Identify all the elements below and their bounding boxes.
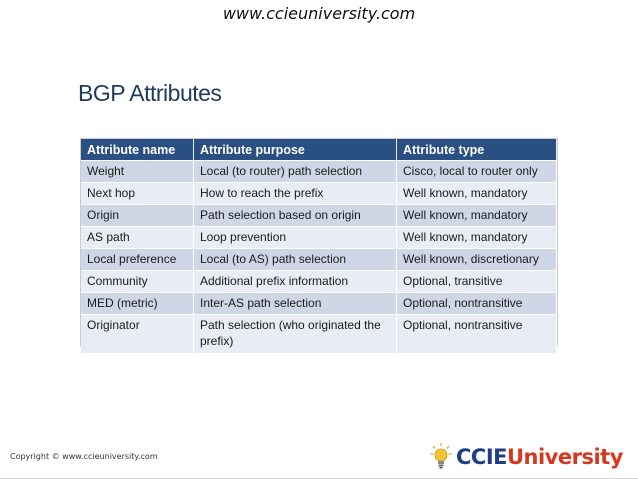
ccie-university-logo bbox=[430, 440, 630, 474]
table-row bbox=[81, 227, 557, 249]
attributes-table-container bbox=[80, 138, 558, 346]
cell-attribute-purpose: Inter-AS path selection bbox=[194, 293, 397, 315]
table-row bbox=[81, 249, 557, 271]
cell-attribute-type: Well known, discretionary bbox=[397, 249, 557, 271]
table-header-row bbox=[81, 139, 557, 161]
cell-attribute-purpose: Path selection based on origin bbox=[194, 205, 397, 227]
cell-attribute-purpose: Local (to AS) path selection bbox=[194, 249, 397, 271]
cell-attribute-name: Weight bbox=[81, 161, 194, 183]
cell-attribute-name: Community bbox=[81, 271, 194, 293]
cell-attribute-name: Local preference bbox=[81, 249, 194, 271]
table-row bbox=[81, 161, 557, 183]
site-url: www.ccieuniversity.com bbox=[222, 4, 416, 23]
cell-attribute-name: Next hop bbox=[81, 183, 194, 205]
lightbulb-icon bbox=[430, 442, 452, 472]
column-header-purpose: Attribute purpose bbox=[194, 139, 397, 161]
cell-attribute-purpose: Additional prefix information bbox=[194, 271, 397, 293]
column-header-name: Attribute name bbox=[81, 139, 194, 161]
copyright-notice: Copyright © www.ccieuniversity.com bbox=[10, 452, 158, 461]
cell-attribute-name: MED (metric) bbox=[81, 293, 194, 315]
table-row bbox=[81, 183, 557, 205]
cell-attribute-purpose: Loop prevention bbox=[194, 227, 397, 249]
cell-attribute-name: AS path bbox=[81, 227, 194, 249]
logo-text-ccie: CCIE bbox=[456, 445, 507, 469]
cell-attribute-type: Well known, mandatory bbox=[397, 205, 557, 227]
table-row bbox=[81, 293, 557, 315]
column-header-type: Attribute type bbox=[397, 139, 557, 161]
cell-attribute-type: Well known, mandatory bbox=[397, 227, 557, 249]
cell-attribute-type: Cisco, local to router only bbox=[397, 161, 557, 183]
cell-attribute-name: Origin bbox=[81, 205, 194, 227]
slide-title: BGP Attributes bbox=[78, 80, 222, 106]
cell-attribute-type: Well known, mandatory bbox=[397, 183, 557, 205]
logo-wordmark bbox=[456, 445, 623, 469]
cell-attribute-purpose: Path selection (who originated the prefix) bbox=[194, 315, 397, 354]
cell-attribute-type: Optional, nontransitive bbox=[397, 293, 557, 315]
table-row bbox=[81, 205, 557, 227]
cell-attribute-purpose: How to reach the prefix bbox=[194, 183, 397, 205]
cell-attribute-type: Optional, nontransitive bbox=[397, 315, 557, 354]
cell-attribute-type: Optional, transitive bbox=[397, 271, 557, 293]
cell-attribute-name: Originator bbox=[81, 315, 194, 354]
table-row bbox=[81, 271, 557, 293]
attributes-table bbox=[81, 139, 557, 353]
logo-text-university: University bbox=[506, 445, 623, 469]
cell-attribute-purpose: Local (to router) path selection bbox=[194, 161, 397, 183]
table-row bbox=[81, 315, 557, 354]
